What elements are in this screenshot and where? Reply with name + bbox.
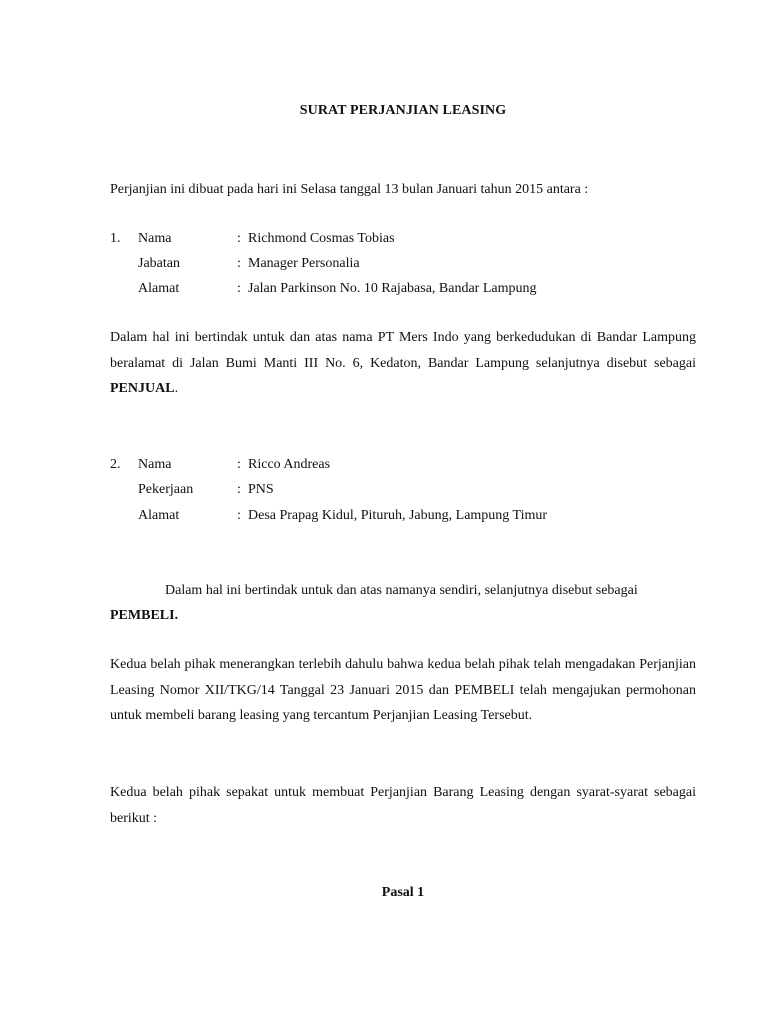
party1-colon-name: : <box>237 231 241 246</box>
party2-desc-text: Dalam hal ini bertindak untuk dan atas namanya sendiri, selanjutnya disebut sebagai <box>165 583 638 598</box>
document-title: SURAT PERJANJIAN LEASING <box>299 103 507 118</box>
party1-role: PENJUAL <box>110 381 175 397</box>
party2-value-job: PNS <box>248 482 274 497</box>
party1-label-name: Nama <box>138 231 172 246</box>
party2-label-address: Alamat <box>138 508 180 523</box>
party2-role: PEMBELI. <box>110 608 179 623</box>
party1-value-name: Richmond Cosmas Tobias <box>248 231 395 246</box>
party1-desc-text: Dalam hal ini bertindak untuk dan atas nama PT Mers Indo yang berkedudukan di Bandar Lampung beralamat di Jalan Bumi Manti III No. 6, Kedaton, Bandar Lampung selanjutnya disebut sebagai <box>110 330 696 371</box>
party1-colon-address: : <box>237 281 241 296</box>
party2-label-name: Nama <box>138 457 172 472</box>
party2-colon-address: : <box>237 508 241 523</box>
party1-label-address: Alamat <box>138 281 180 296</box>
party1-description <box>110 325 696 402</box>
article-heading: Pasal 1 <box>381 885 425 900</box>
party1-value-address: Jalan Parkinson No. 10 Rajabasa, Bandar Lampung <box>248 281 537 296</box>
party2-number: 2. <box>110 457 121 472</box>
intro-line: Perjanjian ini dibuat pada hari ini Selasa tanggal 13 bulan Januari tahun 2015 antara : <box>110 182 589 197</box>
party2-colon-name: : <box>237 457 241 472</box>
party1-label-position: Jabatan <box>138 256 180 271</box>
party2-value-address: Desa Prapag Kidul, Pituruh, Jabung, Lampung Timur <box>248 508 548 523</box>
party1-number: 1. <box>110 231 121 246</box>
party2-label-job: Pekerjaan <box>138 482 194 497</box>
party1-desc-end: . <box>174 381 179 397</box>
party2-description <box>110 578 696 604</box>
party1-value-position: Manager Personalia <box>248 256 360 271</box>
party1-colon-position: : <box>237 256 241 271</box>
party2-colon-job: : <box>237 482 241 497</box>
paragraph-terms: Kedua belah pihak sepakat untuk membuat Perjanjian Barang Leasing dengan syarat-syarat sebagai berikut : <box>110 785 696 826</box>
party2-value-name: Ricco Andreas <box>248 457 331 472</box>
paragraph-agreement: Kedua belah pihak menerangkan terlebih dahulu bahwa kedua belah pihak telah mengadakan Perjanjian Leasing Nomor XII/TKG/14 Tanggal 23 Januari 2015 dan PEMBELI telah mengajukan permohonan untuk membeli barang leasing yang tercantum Perjanjian Leasing Tersebut. <box>110 657 696 724</box>
